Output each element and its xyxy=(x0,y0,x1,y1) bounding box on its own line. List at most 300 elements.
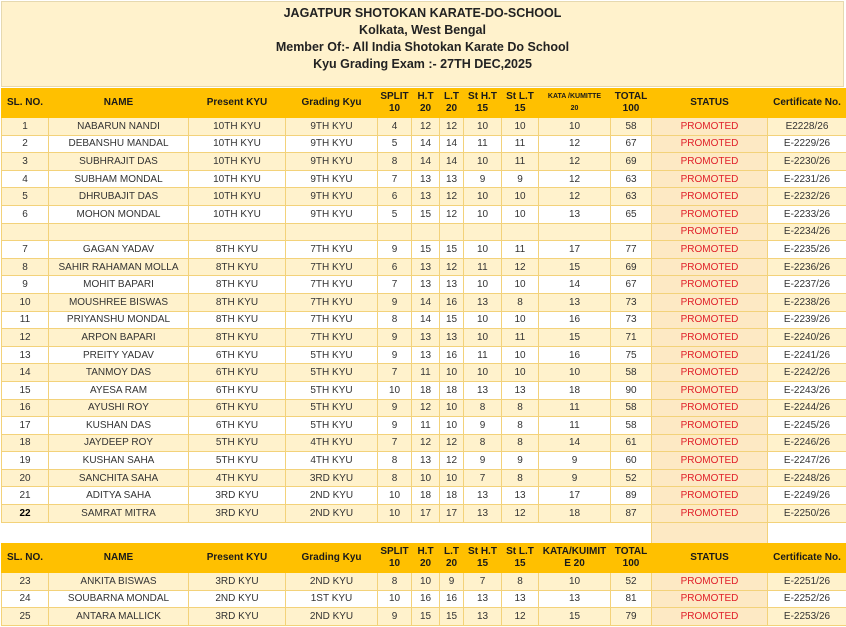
cell-total: 89 xyxy=(611,487,652,505)
cell-status: PROMOTED xyxy=(652,241,768,259)
cell-status: PROMOTED xyxy=(652,505,768,523)
header-max-score: 20 xyxy=(570,105,579,112)
cell-status: PROMOTED xyxy=(652,346,768,364)
cell-total: 58 xyxy=(611,118,652,136)
table-row xyxy=(2,487,846,505)
cell-lt: 14 xyxy=(440,135,464,153)
cell-grading-kyu: 7TH KYU xyxy=(286,311,378,329)
column-header-sl-no xyxy=(2,544,49,573)
cell-grading-kyu: 1ST KYU xyxy=(286,590,378,608)
cell-certificate-no: E-2247/26 xyxy=(768,452,846,470)
cell-ht: 16 xyxy=(412,590,440,608)
cell-ht: 13 xyxy=(412,170,440,188)
cell-st-ht: 10 xyxy=(464,205,502,223)
table-row xyxy=(2,346,846,364)
cell-grading-kyu: 2ND KYU xyxy=(286,505,378,523)
cell-name: JAYDEEP ROY xyxy=(49,434,189,452)
cell-st-ht: 10 xyxy=(464,311,502,329)
cell-present-kyu: 8TH KYU xyxy=(189,293,286,311)
cell-lt: 10 xyxy=(440,469,464,487)
spacer-cell xyxy=(768,522,846,543)
cell-total: 73 xyxy=(611,293,652,311)
cell-present-kyu: 6TH KYU xyxy=(189,346,286,364)
cell-split: 10 xyxy=(378,381,412,399)
cell-name: TANMOY DAS xyxy=(49,364,189,382)
cell-kata-kumite: 17 xyxy=(539,487,611,505)
header-label: St H.T xyxy=(468,91,497,102)
column-header-total xyxy=(611,89,652,118)
column-header-sl-no xyxy=(2,89,49,118)
cell-status: PROMOTED xyxy=(652,469,768,487)
table-row xyxy=(2,311,846,329)
cell-st-ht: 13 xyxy=(464,608,502,626)
cell-st-ht: 10 xyxy=(464,329,502,347)
cell-ht: 13 xyxy=(412,452,440,470)
cell-ht: 12 xyxy=(412,399,440,417)
grading-results-table-continued xyxy=(1,543,846,626)
cell-ht: 10 xyxy=(412,573,440,591)
cell-split: 7 xyxy=(378,364,412,382)
cell-kata-kumite: 15 xyxy=(539,608,611,626)
cell-grading-kyu: 5TH KYU xyxy=(286,346,378,364)
table-row xyxy=(2,135,846,153)
cell-certificate-no: E-2232/26 xyxy=(768,188,846,206)
spacer-cell xyxy=(539,522,611,543)
table-row xyxy=(2,417,846,435)
spacer-cell xyxy=(189,522,286,543)
cell-status: PROMOTED xyxy=(652,118,768,136)
cell-present-kyu: 10TH KYU xyxy=(189,135,286,153)
spacer-cell xyxy=(286,522,378,543)
cell-name: ANKITA BISWAS xyxy=(49,573,189,591)
cell-st-ht: 9 xyxy=(464,170,502,188)
cell-sl-no: 19 xyxy=(2,452,49,470)
cell-st-ht: 10 xyxy=(464,153,502,171)
column-header-split xyxy=(378,89,412,118)
cell-ht: 15 xyxy=(412,205,440,223)
membership-line: Member Of:- All India Shotokan Karate Do School xyxy=(275,40,570,54)
cell-total xyxy=(611,223,652,241)
cell-ht: 13 xyxy=(412,258,440,276)
table-row xyxy=(2,153,846,171)
cell-lt: 12 xyxy=(440,205,464,223)
cell-status: PROMOTED xyxy=(652,258,768,276)
table-row xyxy=(2,381,846,399)
cell-name: DEBANSHU MANDAL xyxy=(49,135,189,153)
cell-ht xyxy=(412,223,440,241)
cell-status: PROMOTED xyxy=(652,135,768,153)
table-row xyxy=(2,573,846,591)
cell-certificate-no: E-2253/26 xyxy=(768,608,846,626)
column-header-status xyxy=(652,544,768,573)
cell-split: 9 xyxy=(378,241,412,259)
cell-st-lt: 13 xyxy=(502,487,539,505)
cell-kata-kumite: 15 xyxy=(539,258,611,276)
cell-sl-no: 24 xyxy=(2,590,49,608)
cell-kata-kumite: 13 xyxy=(539,293,611,311)
cell-status: PROMOTED xyxy=(652,293,768,311)
cell-grading-kyu: 9TH KYU xyxy=(286,135,378,153)
cell-certificate-no: E-2236/26 xyxy=(768,258,846,276)
cell-split: 7 xyxy=(378,170,412,188)
cell-total: 61 xyxy=(611,434,652,452)
cell-certificate-no: E-2249/26 xyxy=(768,487,846,505)
table-row xyxy=(2,329,846,347)
header-label: TOTAL xyxy=(614,546,648,557)
spacer-cell xyxy=(652,522,768,543)
cell-sl-no: 17 xyxy=(2,417,49,435)
cell-st-lt: 8 xyxy=(502,573,539,591)
cell-grading-kyu: 4TH KYU xyxy=(286,434,378,452)
cell-lt xyxy=(440,223,464,241)
cell-present-kyu xyxy=(189,223,286,241)
cell-present-kyu: 5TH KYU xyxy=(189,434,286,452)
table-row xyxy=(2,276,846,294)
cell-name: AYESA RAM xyxy=(49,381,189,399)
header-label: NAME xyxy=(103,97,134,108)
cell-st-ht: 13 xyxy=(464,381,502,399)
cell-st-ht: 10 xyxy=(464,364,502,382)
cell-split: 10 xyxy=(378,487,412,505)
cell-total: 90 xyxy=(611,381,652,399)
cell-certificate-no: E-2231/26 xyxy=(768,170,846,188)
cell-lt: 16 xyxy=(440,590,464,608)
cell-ht: 11 xyxy=(412,417,440,435)
cell-ht: 15 xyxy=(412,608,440,626)
cell-name: SAMRAT MITRA xyxy=(49,505,189,523)
cell-present-kyu: 3RD KYU xyxy=(189,573,286,591)
table-row xyxy=(2,452,846,470)
table-row xyxy=(2,364,846,382)
cell-total: 60 xyxy=(611,452,652,470)
column-header-lt xyxy=(440,544,464,573)
cell-total: 67 xyxy=(611,135,652,153)
cell-kata-kumite: 12 xyxy=(539,153,611,171)
column-header-name xyxy=(49,89,189,118)
column-header-st-lt xyxy=(502,544,539,573)
cell-name: SUBHRAJIT DAS xyxy=(49,153,189,171)
cell-status: PROMOTED xyxy=(652,487,768,505)
cell-kata-kumite: 16 xyxy=(539,346,611,364)
cell-certificate-no: E-2238/26 xyxy=(768,293,846,311)
cell-lt: 12 xyxy=(440,258,464,276)
cell-st-ht: 13 xyxy=(464,487,502,505)
header-max-score: 15 xyxy=(514,558,526,569)
cell-present-kyu: 10TH KYU xyxy=(189,153,286,171)
cell-st-ht: 11 xyxy=(464,346,502,364)
column-header-status xyxy=(652,89,768,118)
cell-st-lt: 12 xyxy=(502,258,539,276)
cell-st-lt: 13 xyxy=(502,590,539,608)
header-max-score: 100 xyxy=(622,103,640,114)
cell-st-lt: 10 xyxy=(502,311,539,329)
spacer-cell xyxy=(464,522,502,543)
header-max-score: 20 xyxy=(419,103,432,114)
column-header-total xyxy=(611,544,652,573)
header-label: STATUS xyxy=(690,552,729,563)
column-header-lt xyxy=(440,89,464,118)
cell-ht: 14 xyxy=(412,153,440,171)
header-label: SPLIT xyxy=(380,546,409,557)
cell-present-kyu: 6TH KYU xyxy=(189,381,286,399)
cell-grading-kyu: 9TH KYU xyxy=(286,170,378,188)
cell-kata-kumite: 12 xyxy=(539,170,611,188)
header-label: H.T xyxy=(417,91,434,102)
cell-status: PROMOTED xyxy=(652,329,768,347)
table-row xyxy=(2,293,846,311)
cell-sl-no: 2 xyxy=(2,135,49,153)
cell-sl-no: 21 xyxy=(2,487,49,505)
spacer-cell xyxy=(2,522,49,543)
cell-st-lt: 11 xyxy=(502,153,539,171)
cell-st-ht: 7 xyxy=(464,469,502,487)
cell-ht: 12 xyxy=(412,118,440,136)
cell-st-ht: 13 xyxy=(464,293,502,311)
cell-st-lt: 10 xyxy=(502,118,539,136)
cell-sl-no: 12 xyxy=(2,329,49,347)
cell-st-ht: 10 xyxy=(464,188,502,206)
header-label: SL. NO. xyxy=(6,552,44,563)
header-label: St H.T xyxy=(468,546,497,557)
cell-sl-no: 22 xyxy=(2,505,49,523)
cell-grading-kyu: 2ND KYU xyxy=(286,573,378,591)
table-row xyxy=(2,188,846,206)
cell-lt: 12 xyxy=(440,434,464,452)
cell-ht: 13 xyxy=(412,346,440,364)
cell-sl-no: 3 xyxy=(2,153,49,171)
cell-kata-kumite: 14 xyxy=(539,434,611,452)
cell-st-lt: 10 xyxy=(502,364,539,382)
cell-certificate-no: E-2234/26 xyxy=(768,223,846,241)
header-max-score: 15 xyxy=(476,558,489,569)
header-max-score: E 20 xyxy=(564,558,585,569)
table-row xyxy=(2,170,846,188)
cell-grading-kyu: 3RD KYU xyxy=(286,469,378,487)
header-label: St L.T xyxy=(506,546,534,557)
cell-present-kyu: 10TH KYU xyxy=(189,205,286,223)
cell-lt: 10 xyxy=(440,399,464,417)
cell-lt: 18 xyxy=(440,487,464,505)
cell-st-lt: 10 xyxy=(502,205,539,223)
cell-sl-no: 7 xyxy=(2,241,49,259)
cell-kata-kumite xyxy=(539,223,611,241)
cell-grading-kyu: 9TH KYU xyxy=(286,188,378,206)
table-row xyxy=(2,399,846,417)
cell-name: MOHIT BAPARI xyxy=(49,276,189,294)
cell-present-kyu: 10TH KYU xyxy=(189,188,286,206)
cell-grading-kyu: 5TH KYU xyxy=(286,399,378,417)
cell-st-ht: 9 xyxy=(464,417,502,435)
cell-status: PROMOTED xyxy=(652,153,768,171)
cell-total: 65 xyxy=(611,205,652,223)
cell-present-kyu: 10TH KYU xyxy=(189,170,286,188)
cell-present-kyu: 3RD KYU xyxy=(189,505,286,523)
header-label: STATUS xyxy=(690,97,729,108)
cell-sl-no xyxy=(2,223,49,241)
cell-present-kyu: 2ND KYU xyxy=(189,590,286,608)
cell-ht: 18 xyxy=(412,381,440,399)
cell-sl-no: 25 xyxy=(2,608,49,626)
cell-kata-kumite: 12 xyxy=(539,188,611,206)
cell-lt: 10 xyxy=(440,417,464,435)
cell-name: DHRUBAJIT DAS xyxy=(49,188,189,206)
header-label: St L.T xyxy=(506,91,534,102)
exam-date-line: Kyu Grading Exam :- 27TH DEC,2025 xyxy=(313,57,532,71)
cell-grading-kyu: 4TH KYU xyxy=(286,452,378,470)
cell-certificate-no: E-2244/26 xyxy=(768,399,846,417)
cell-st-lt: 10 xyxy=(502,346,539,364)
cell-kata-kumite: 18 xyxy=(539,505,611,523)
header-label: L.T xyxy=(444,546,459,557)
cell-grading-kyu: 7TH KYU xyxy=(286,241,378,259)
header-max-score: 20 xyxy=(445,103,458,114)
cell-st-ht: 10 xyxy=(464,276,502,294)
cell-name: SAHIR RAHAMAN MOLLA xyxy=(49,258,189,276)
cell-st-lt: 11 xyxy=(502,135,539,153)
cell-name: ANTARA MALLICK xyxy=(49,608,189,626)
cell-sl-no: 9 xyxy=(2,276,49,294)
cell-st-ht: 9 xyxy=(464,452,502,470)
cell-total: 71 xyxy=(611,329,652,347)
cell-st-ht: 8 xyxy=(464,434,502,452)
cell-certificate-no: E-2237/26 xyxy=(768,276,846,294)
header-label: KATA /KUMITTE xyxy=(547,93,602,100)
cell-kata-kumite: 10 xyxy=(539,364,611,382)
cell-certificate-no: E-2250/26 xyxy=(768,505,846,523)
cell-lt: 13 xyxy=(440,329,464,347)
cell-status: PROMOTED xyxy=(652,223,768,241)
cell-ht: 15 xyxy=(412,241,440,259)
column-header-grading-kyu xyxy=(286,544,378,573)
cell-lt: 13 xyxy=(440,170,464,188)
cell-name: ADITYA SAHA xyxy=(49,487,189,505)
header-label: SPLIT xyxy=(380,91,409,102)
header-label: Present KYU xyxy=(206,97,268,108)
cell-status: PROMOTED xyxy=(652,590,768,608)
cell-certificate-no: E-2240/26 xyxy=(768,329,846,347)
column-header-grading-kyu xyxy=(286,89,378,118)
cell-ht: 13 xyxy=(412,276,440,294)
cell-certificate-no: E-2251/26 xyxy=(768,573,846,591)
cell-sl-no: 16 xyxy=(2,399,49,417)
cell-ht: 14 xyxy=(412,311,440,329)
cell-st-ht: 7 xyxy=(464,573,502,591)
spacer-cell xyxy=(502,522,539,543)
cell-split: 9 xyxy=(378,399,412,417)
spacer-cell xyxy=(440,522,464,543)
cell-sl-no: 11 xyxy=(2,311,49,329)
cell-kata-kumite: 18 xyxy=(539,381,611,399)
cell-split: 8 xyxy=(378,573,412,591)
cell-name: NABARUN NANDI xyxy=(49,118,189,136)
cell-present-kyu: 10TH KYU xyxy=(189,118,286,136)
table-header-row xyxy=(2,544,846,573)
cell-lt: 16 xyxy=(440,346,464,364)
cell-kata-kumite: 17 xyxy=(539,241,611,259)
column-header-present-kyu xyxy=(189,89,286,118)
column-header-certificate-no xyxy=(768,89,846,118)
table-body xyxy=(2,118,846,544)
table-row xyxy=(2,223,846,241)
cell-split: 5 xyxy=(378,205,412,223)
cell-certificate-no: E-2239/26 xyxy=(768,311,846,329)
cell-sl-no: 14 xyxy=(2,364,49,382)
cell-lt: 9 xyxy=(440,573,464,591)
cell-sl-no: 18 xyxy=(2,434,49,452)
cell-grading-kyu: 7TH KYU xyxy=(286,258,378,276)
cell-certificate-no: E-2243/26 xyxy=(768,381,846,399)
cell-lt: 16 xyxy=(440,293,464,311)
cell-status: PROMOTED xyxy=(652,276,768,294)
cell-split: 7 xyxy=(378,434,412,452)
cell-certificate-no: E-2245/26 xyxy=(768,417,846,435)
cell-sl-no: 13 xyxy=(2,346,49,364)
cell-sl-no: 5 xyxy=(2,188,49,206)
cell-grading-kyu: 9TH KYU xyxy=(286,205,378,223)
cell-sl-no: 6 xyxy=(2,205,49,223)
cell-name: SUBHAM MONDAL xyxy=(49,170,189,188)
cell-total: 79 xyxy=(611,608,652,626)
cell-total: 87 xyxy=(611,505,652,523)
cell-present-kyu: 5TH KYU xyxy=(189,452,286,470)
cell-status: PROMOTED xyxy=(652,573,768,591)
cell-split xyxy=(378,223,412,241)
cell-st-lt: 9 xyxy=(502,170,539,188)
cell-total: 69 xyxy=(611,258,652,276)
cell-name: GAGAN YADAV xyxy=(49,241,189,259)
cell-total: 73 xyxy=(611,311,652,329)
table-row xyxy=(2,590,846,608)
cell-st-lt: 11 xyxy=(502,329,539,347)
cell-present-kyu: 3RD KYU xyxy=(189,608,286,626)
header-label: Certificate No. xyxy=(773,97,841,108)
cell-kata-kumite: 11 xyxy=(539,399,611,417)
cell-kata-kumite: 12 xyxy=(539,135,611,153)
title-banner xyxy=(1,1,844,87)
cell-st-ht xyxy=(464,223,502,241)
header-max-score: 20 xyxy=(445,558,458,569)
cell-name: PREITY YADAV xyxy=(49,346,189,364)
table-row xyxy=(2,434,846,452)
cell-grading-kyu: 2ND KYU xyxy=(286,608,378,626)
cell-ht: 11 xyxy=(412,364,440,382)
cell-split: 9 xyxy=(378,329,412,347)
column-header-st-lt xyxy=(502,89,539,118)
cell-lt: 12 xyxy=(440,188,464,206)
cell-split: 10 xyxy=(378,590,412,608)
header-label: Grading Kyu xyxy=(301,552,362,563)
cell-split: 8 xyxy=(378,153,412,171)
table-row xyxy=(2,469,846,487)
cell-lt: 15 xyxy=(440,241,464,259)
cell-present-kyu: 8TH KYU xyxy=(189,241,286,259)
cell-kata-kumite: 11 xyxy=(539,417,611,435)
cell-present-kyu: 6TH KYU xyxy=(189,364,286,382)
cell-kata-kumite: 9 xyxy=(539,469,611,487)
cell-kata-kumite: 13 xyxy=(539,590,611,608)
cell-name: SOUBARNA MONDAL xyxy=(49,590,189,608)
cell-kata-kumite: 15 xyxy=(539,329,611,347)
cell-lt: 18 xyxy=(440,381,464,399)
cell-status: PROMOTED xyxy=(652,188,768,206)
cell-kata-kumite: 10 xyxy=(539,573,611,591)
cell-name: PRIYANSHU MONDAL xyxy=(49,311,189,329)
spacer-cell xyxy=(49,522,189,543)
cell-status: PROMOTED xyxy=(652,452,768,470)
cell-ht: 18 xyxy=(412,487,440,505)
header-label: KATA/KUIMIT xyxy=(542,546,607,557)
header-max-score: 100 xyxy=(622,558,640,569)
